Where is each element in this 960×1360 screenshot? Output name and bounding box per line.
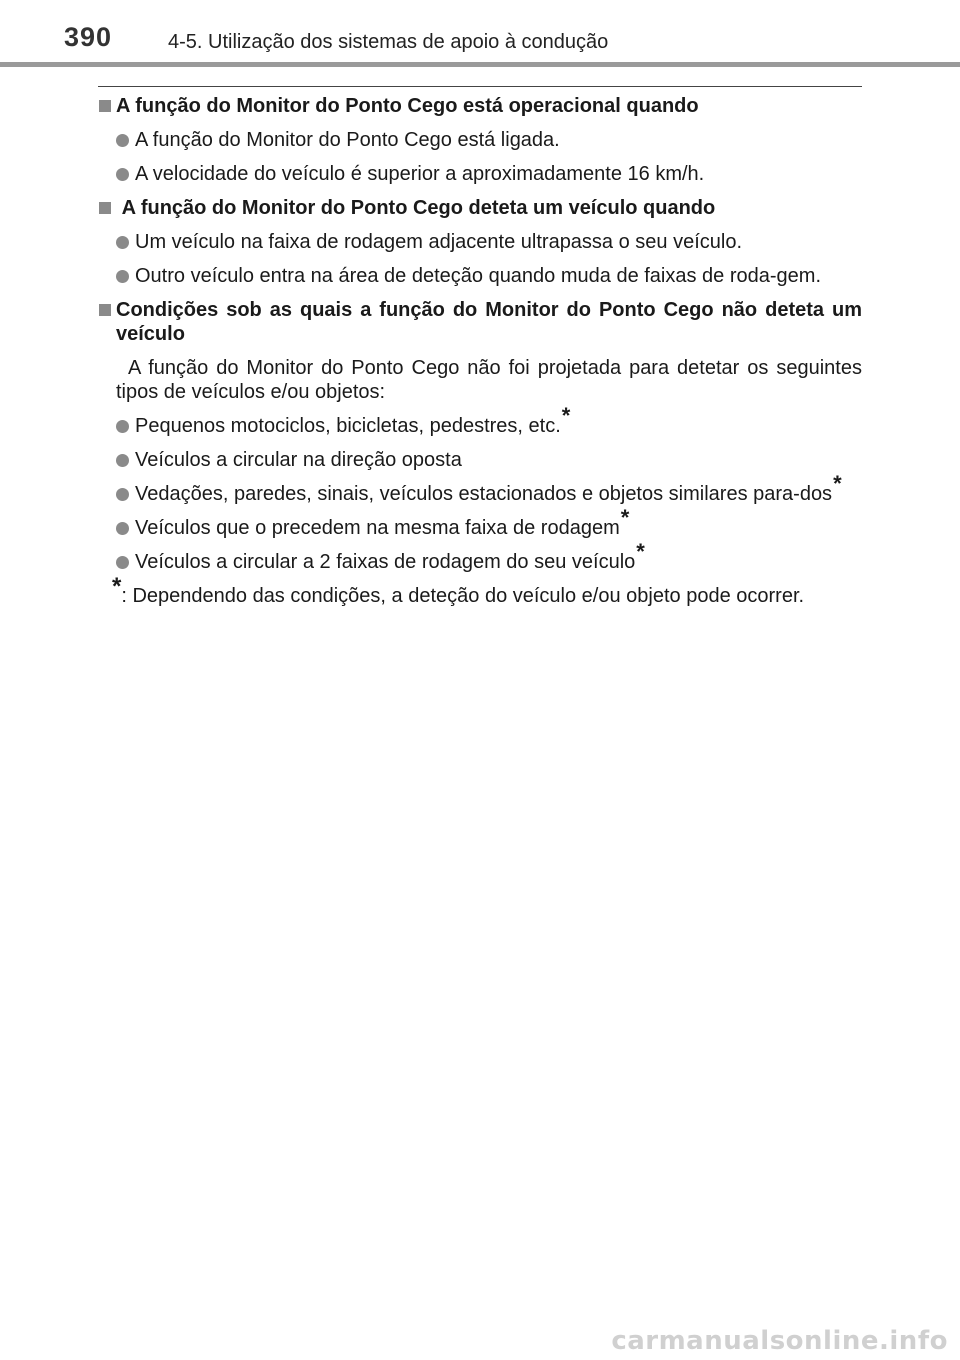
page-header: [0, 0, 960, 66]
square-bullet-icon: [98, 94, 116, 118]
asterisk-marker: *: [620, 505, 630, 530]
section-title: 4-5. Utilização dos sistemas de apoio à condução: [168, 31, 609, 53]
section-not-detected: [98, 298, 862, 574]
list-item: A velocidade do veículo é superior a aproximadamente 16 km/h.: [116, 162, 862, 186]
circle-bullet-icon: [116, 264, 135, 288]
list-item: Outro veículo entra na área de deteção quando muda de faixas de roda-gem.: [116, 264, 862, 288]
list-item: Pequenos motociclos, bicicletas, pedestres, etc.*: [116, 414, 862, 438]
section-paragraph: A função do Monitor do Ponto Cego não foi projetada para detetar os seguintes tipos de veículos e/ou objetos:: [116, 357, 862, 403]
section-operational: [98, 94, 862, 186]
square-bullet-icon: [98, 298, 116, 322]
section-heading: A função do Monitor do Ponto Cego está operacional quando: [98, 94, 862, 118]
circle-bullet-icon: [116, 414, 135, 438]
section-detects: [98, 196, 862, 288]
section-heading: A função do Monitor do Ponto Cego deteta um veículo quando: [98, 196, 862, 220]
circle-bullet-icon: [116, 448, 135, 472]
list-item: Veículos a circular na direção oposta: [116, 448, 862, 472]
page-content: [98, 94, 862, 608]
square-bullet-icon: [98, 196, 116, 220]
circle-bullet-icon: [116, 162, 135, 186]
circle-bullet-icon: [116, 482, 135, 506]
footnote-asterisk: *: [112, 573, 122, 600]
footnote: [112, 573, 862, 608]
asterisk-marker: *: [561, 403, 571, 428]
circle-bullet-icon: [116, 128, 135, 152]
top-rule: [98, 86, 862, 87]
list-item: A função do Monitor do Ponto Cego está ligada.: [116, 128, 862, 152]
watermark: carmanualsonline.info: [611, 1326, 948, 1356]
asterisk-marker: *: [833, 471, 842, 496]
list-item: Veículos a circular a 2 faixas de rodagem do seu veículo*: [116, 550, 862, 574]
page-number: 390: [64, 22, 113, 52]
circle-bullet-icon: [116, 516, 135, 540]
circle-bullet-icon: [116, 550, 135, 574]
header-bar: [0, 62, 960, 67]
list-item: Um veículo na faixa de rodagem adjacente ultrapassa o seu veículo.: [116, 230, 862, 254]
circle-bullet-icon: [116, 230, 135, 254]
list-item: Vedações, paredes, sinais, veículos estacionados e objetos similares para-dos*: [116, 482, 862, 506]
footnote-text: : Dependendo das condições, a deteção do veículo e/ou objeto pode ocorrer.: [121, 585, 805, 607]
list-item: Veículos que o precedem na mesma faixa de rodagem*: [116, 516, 862, 540]
section-heading: Condições sob as quais a função do Monitor do Ponto Cego não deteta um veículo: [98, 298, 862, 346]
asterisk-marker: *: [636, 539, 645, 564]
